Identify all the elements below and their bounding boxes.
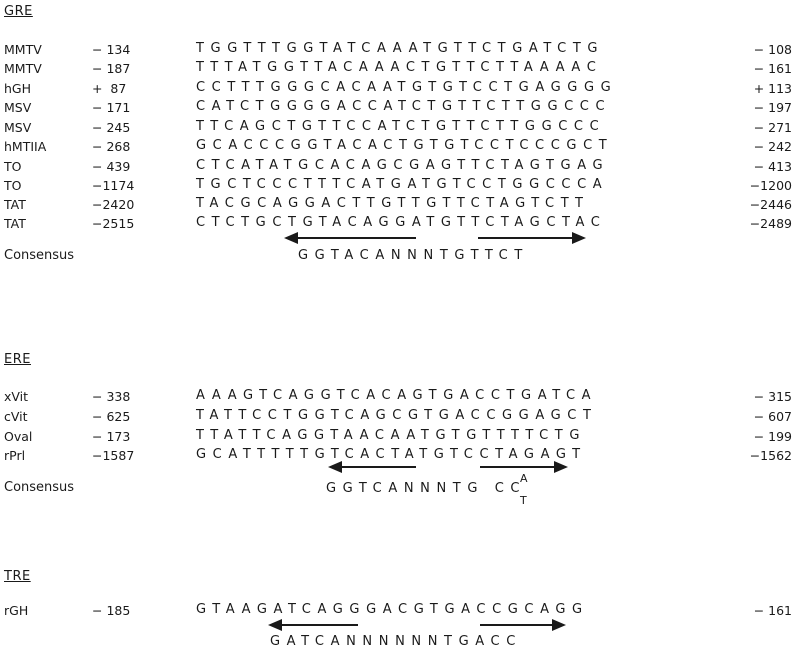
row-name: Oval xyxy=(4,429,33,444)
row-end: + 113 xyxy=(753,81,792,96)
row-end: − 161 xyxy=(753,603,792,618)
row-name: rGH xyxy=(4,603,29,618)
row-sequence: AAAGTCAGGTCACAGTGACCTGATCA xyxy=(196,388,598,403)
row-name: TO xyxy=(4,159,22,174)
row-start: − 245 xyxy=(92,120,131,135)
ere-consensus-degenerate-bottom: T xyxy=(520,494,527,507)
row-name: MSV xyxy=(4,100,32,115)
row-start: − 439 xyxy=(92,159,131,174)
row-start: − 185 xyxy=(92,603,131,618)
row-start: − 187 xyxy=(92,61,131,76)
row-sequence: GCACCCGGTACACTGTGTCCTCCCGCT xyxy=(196,138,614,153)
row-end: −2446 xyxy=(749,197,792,212)
row-end: − 607 xyxy=(753,409,792,424)
row-end: −1562 xyxy=(749,448,792,463)
row-start: − 134 xyxy=(92,42,131,57)
row-start: −1174 xyxy=(92,178,135,193)
row-name: TAT xyxy=(4,216,26,231)
row-name: rPrl xyxy=(4,448,26,463)
row-end: − 197 xyxy=(753,100,792,115)
row-sequence: TATTCCTGGTCAGCGTGACCGGAGCT xyxy=(196,408,598,423)
row-sequence: TTATTCAGGTAACAATGTGTTTTCTG xyxy=(196,428,587,443)
row-sequence: CTCATATGCACAGCGAGTTCTAGTGAG xyxy=(196,158,610,173)
row-start: + 87 xyxy=(92,81,127,96)
row-sequence: TACGCAGGACTTGTTGTTCTAGTCTT xyxy=(196,196,590,211)
tre-consensus-sequence: GATCANNNNNNTGACC xyxy=(270,634,522,649)
ere-consensus-label: Consensus xyxy=(4,480,75,495)
row-name: cVit xyxy=(4,409,28,424)
section-title-ere: ERE xyxy=(4,352,31,367)
row-end: − 161 xyxy=(753,61,792,76)
row-end: − 199 xyxy=(753,429,792,444)
row-name: TAT xyxy=(4,197,26,212)
row-end: − 242 xyxy=(753,139,792,154)
ere-consensus-degenerate-top: A xyxy=(520,472,528,485)
row-name: MMTV xyxy=(4,61,42,76)
gre-consensus-sequence: GGTACANNNTGTTCT xyxy=(298,248,529,263)
row-name: hMTIIA xyxy=(4,139,47,154)
row-end: − 108 xyxy=(753,42,792,57)
tre-right-arrowhead xyxy=(552,619,566,631)
row-sequence: CCTTTGGGCACAATGTGTCCTGAGGGG xyxy=(196,80,618,95)
row-start: −1587 xyxy=(92,448,135,463)
row-name: TO xyxy=(4,178,22,193)
row-start: − 171 xyxy=(92,100,131,115)
row-sequence: GCATTTTTGTCACTATGTCCTAGAGT xyxy=(196,447,587,462)
tre-left-arrowhead xyxy=(268,619,282,631)
row-start: − 268 xyxy=(92,139,131,154)
row-start: − 173 xyxy=(92,429,131,444)
row-sequence: TTTATGGTTACAAACTGTTCTTAAAAC xyxy=(196,60,603,75)
row-sequence: CATCTGGGGACCATCTGTTCTTGGCCC xyxy=(196,99,612,114)
row-sequence: TTCAGCTGTTCCATCTGTTCTTGGCCC xyxy=(196,119,606,134)
row-name: MSV xyxy=(4,120,32,135)
row-sequence: GTAAGATCAGGGACGTGACCGCAGG xyxy=(196,602,589,617)
row-name: MMTV xyxy=(4,42,42,57)
row-start: − 338 xyxy=(92,389,131,404)
row-end: − 271 xyxy=(753,120,792,135)
row-name: hGH xyxy=(4,81,32,96)
row-start: −2420 xyxy=(92,197,135,212)
row-end: −2489 xyxy=(749,216,792,231)
ere-consensus-sequence: GGTCANNNTG CC xyxy=(326,481,527,496)
row-sequence: TGCTCCCTTTCATGATGTCCTGGCCCA xyxy=(196,177,609,192)
row-start: −2515 xyxy=(92,216,135,231)
row-end: − 413 xyxy=(753,159,792,174)
row-name: xVit xyxy=(4,389,29,404)
section-title-tre: TRE xyxy=(4,569,31,584)
row-end: −1200 xyxy=(749,178,792,193)
row-sequence: CTCTGCTGTACAGGATGTTCTAGCTAC xyxy=(196,215,607,230)
row-end: − 315 xyxy=(753,389,792,404)
row-start: − 625 xyxy=(92,409,131,424)
gre-consensus-label: Consensus xyxy=(4,248,75,263)
section-title-gre: GRE xyxy=(4,4,33,19)
row-sequence: TGGTTTGGTATCAAATGTTCTGATCTG xyxy=(196,41,605,56)
